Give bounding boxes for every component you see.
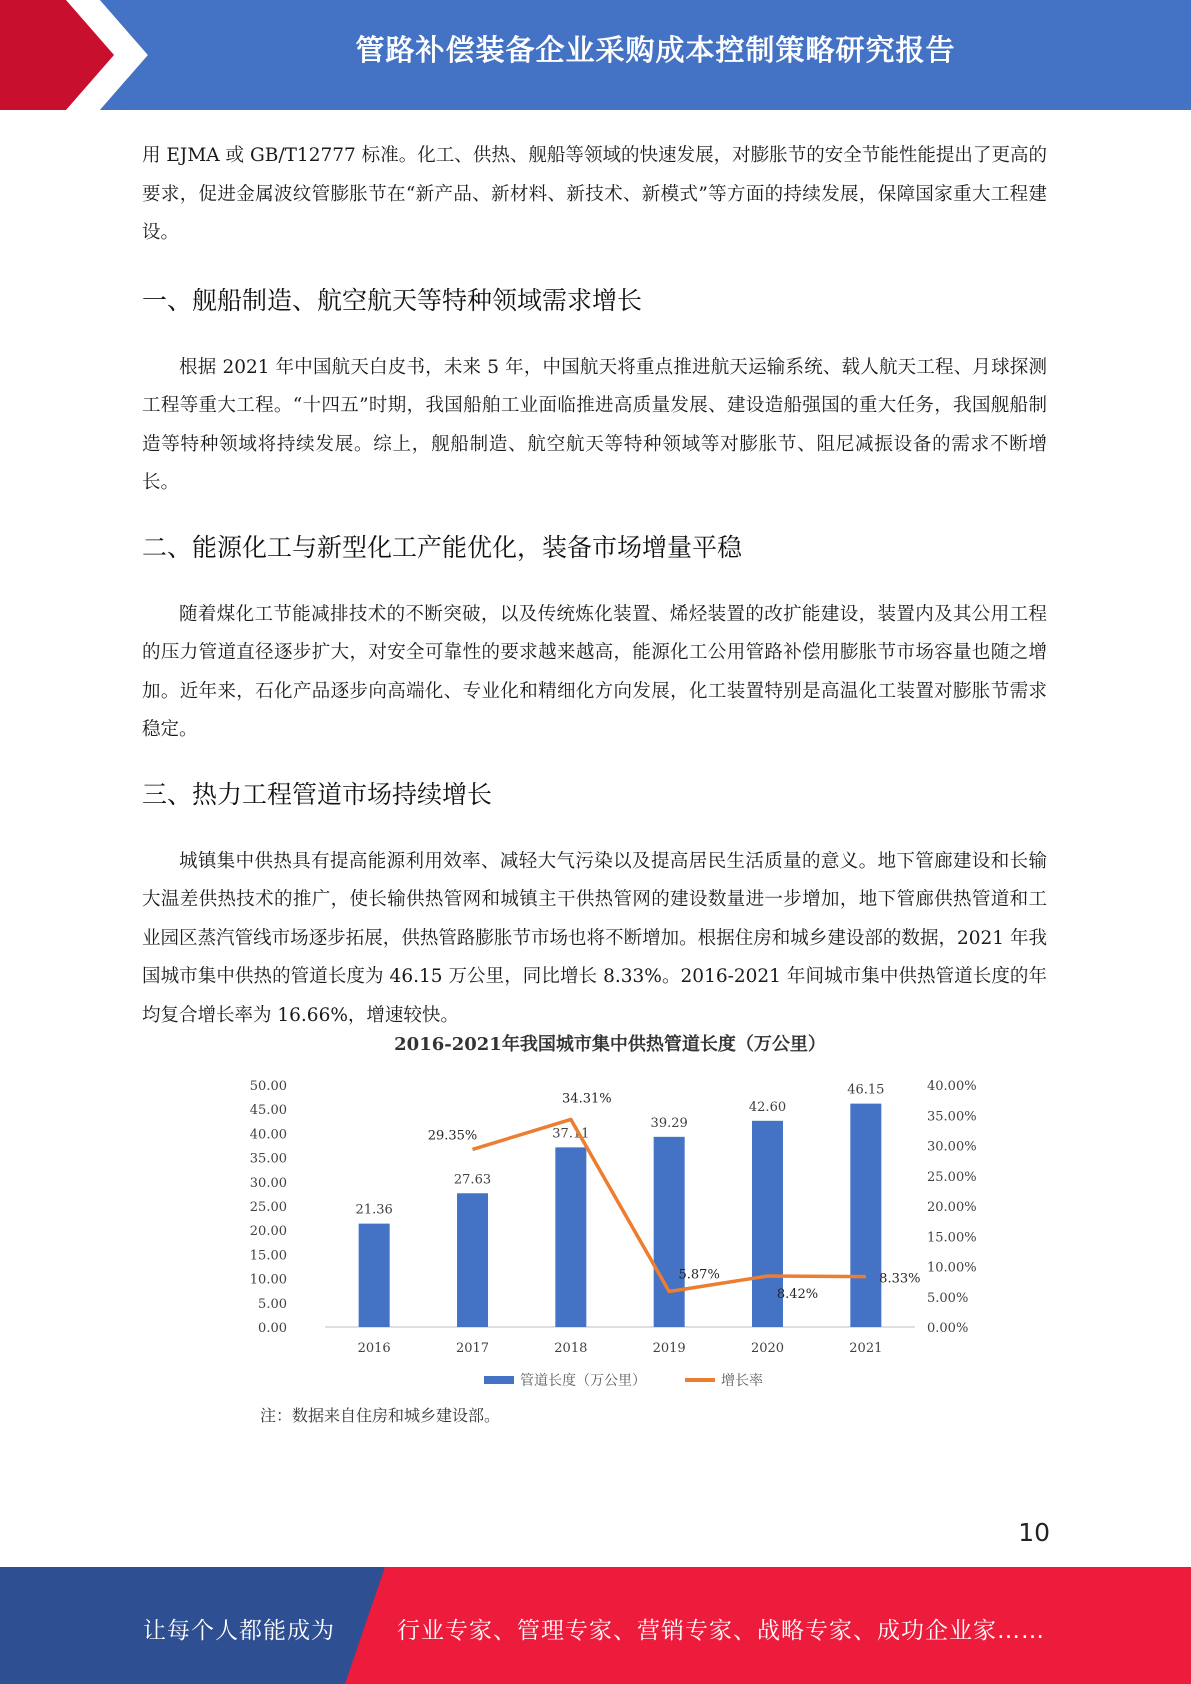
section-2-paragraph: 随着煤化工节能减排技术的不断突破，以及传统炼化装置、烯烃装置的改扩能建设，装置内及其公用工程的压力管道直径逐步扩大，对安全可靠性的要求越来越高，能源化工公用管路补偿用膨胀节市场容量也随之增加。近年来，石化产品逐步向高端化、专业化和精细化方向发展，化工装置特别是高温化工装置对膨胀节需求稳定。: [142, 603, 1047, 740]
x-axis-tick-label: 2020: [750, 1341, 785, 1356]
x-axis-tick-label: 2016: [357, 1341, 391, 1356]
left-axis-tick-label: 5.00: [258, 1296, 287, 1312]
line-data-label: 29.35%: [427, 1128, 478, 1144]
page-header: [0, 0, 1191, 110]
left-axis-tick-label: 40.00: [250, 1127, 287, 1143]
chart-legend: [484, 1372, 763, 1389]
intro-paragraph: 用 EJMA 或 GB/T12777 标准。化工、供热、舰船等领域的快速发展，对膨胀节的安全节能性能提出了更高的要求，促进金属波纹管膨胀节在“新产品、新材料、新技术、新模式”等方面的持续发展，保障国家重大工程建设。: [142, 145, 1047, 243]
right-axis-tick-label: 25.00%: [927, 1169, 977, 1185]
bar: [457, 1193, 488, 1327]
footer-slogan-left: 让每个人都能成为: [143, 1618, 335, 1644]
page-content: [142, 137, 1047, 1035]
x-axis-ticks: [358, 1341, 883, 1356]
bar-data-label: 21.36: [355, 1202, 393, 1218]
left-axis-tick-label: 50.00: [250, 1079, 287, 1094]
x-axis-tick-label: 2017: [455, 1341, 490, 1356]
line-data-label: 5.87%: [678, 1267, 720, 1283]
bar-data-label: 37.11: [552, 1126, 590, 1142]
right-axis-tick-label: 15.00%: [927, 1230, 977, 1246]
right-axis-tick-label: 30.00%: [927, 1139, 977, 1155]
line-data-label: 8.33%: [879, 1271, 921, 1287]
bar: [359, 1224, 390, 1327]
right-axis-tick-label: 20.00%: [927, 1200, 977, 1215]
right-axis-tick-label: 35.00%: [927, 1109, 977, 1125]
x-axis-tick-label: 2018: [554, 1341, 588, 1356]
left-axis-tick-label: 20.00: [250, 1224, 287, 1240]
section-3-paragraph: 城镇集中供热具有提高能源利用效率、减轻大气污染以及提高居民生活质量的意义。地下管廊建设和长输大温差供热技术的推广，使长输供热管网和城镇主干供热管网的建设数量进一步增加，地下管廊供热管道和工业园区蒸汽管线市场逐步拓展，供热管路膨胀节市场也将不断增加。根据住房和城乡建设部的数据，2021 年我国城市集中供热的管道长度为 46.15 万公里，同比增长 8.33%。2016-2021 年间城市集中供热管道长度的年均复合增长率为 16.66%，增速较快。: [142, 850, 1047, 1026]
bar: [654, 1137, 685, 1327]
legend-label-line: 增长率: [721, 1373, 763, 1389]
report-title: 管路补偿装备企业采购成本控制策略研究报告: [355, 33, 956, 67]
chart-canvas: [250, 1030, 1000, 1440]
bar-data-label: 39.29: [650, 1115, 688, 1131]
bar: [555, 1147, 586, 1327]
left-axis-tick-label: 45.00: [250, 1103, 287, 1119]
right-axis-tick-label: 10.00%: [927, 1260, 977, 1276]
chart-source-note: 注：数据来自住房和城乡建设部。: [260, 1406, 501, 1425]
right-axis-tick-label: 40.00%: [927, 1079, 977, 1094]
left-axis-tick-label: 0.00: [258, 1321, 287, 1336]
chart-title: 2016-2021年我国城市集中供热管道长度（万公里）: [394, 1034, 826, 1055]
x-axis-tick-label: 2021: [849, 1341, 883, 1356]
page-number: 10: [1018, 1518, 1050, 1547]
pipeline-length-chart: [250, 1030, 1000, 1440]
page-footer: [0, 1567, 1191, 1684]
left-axis-tick-label: 15.00: [250, 1248, 287, 1264]
footer-slogan-right: 行业专家、管理专家、营销专家、战略专家、成功企业家……: [397, 1618, 1045, 1644]
line-data-label: 34.31%: [562, 1091, 612, 1107]
legend-label-bars: 管道长度（万公里）: [520, 1373, 646, 1389]
legend-swatch-bars: [484, 1376, 514, 1384]
section-heading-1: 一、舰船制造、航空航天等特种领域需求增长: [142, 285, 643, 315]
left-axis-tick-label: 30.00: [250, 1175, 287, 1191]
right-axis-tick-label: 5.00%: [927, 1290, 969, 1306]
bar-data-label: 46.15: [847, 1082, 885, 1098]
section-1-paragraph: 根据 2021 年中国航天白皮书，未来 5 年，中国航天将重点推进航天运输系统、载人航天工程、月球探测工程等重大工程。“十四五”时期，我国船舶工业面临推进高质量发展、建设造船强国的重大任务，我国舰船制造等特种领域将持续发展。综上，舰船制造、航空航天等特种领域等对膨胀节、阻尼减振设备的需求不断增长。: [142, 356, 1047, 493]
line-data-label: 8.42%: [776, 1287, 819, 1303]
left-axis-tick-label: 35.00: [250, 1151, 287, 1167]
section-heading-3: 三、热力工程管道市场持续增长: [142, 779, 493, 809]
section-heading-2: 二、能源化工与新型化工产能优化，装备市场增量平稳: [142, 532, 743, 562]
bar-data-label: 42.60: [748, 1099, 787, 1115]
right-axis-tick-label: 0.00%: [927, 1321, 969, 1336]
left-axis: [250, 1079, 287, 1336]
right-axis: [927, 1079, 977, 1336]
x-axis-tick-label: 2019: [652, 1341, 686, 1356]
left-axis-tick-label: 25.00: [250, 1200, 287, 1215]
bar: [850, 1104, 881, 1327]
bar-data-label: 27.63: [453, 1172, 492, 1188]
left-axis-tick-label: 10.00: [250, 1272, 287, 1288]
